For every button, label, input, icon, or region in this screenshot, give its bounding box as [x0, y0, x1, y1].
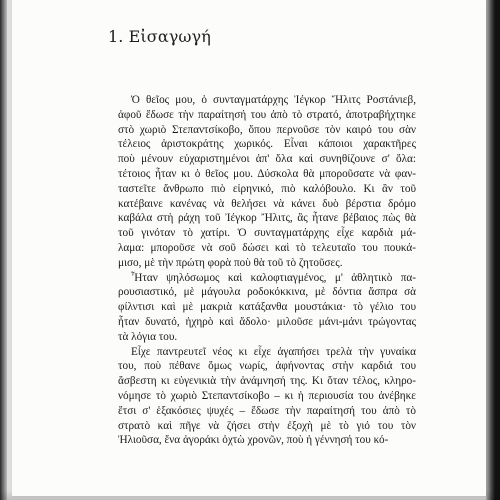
paragraph-2	[118, 271, 416, 345]
text-line: τοῦ γινόταν τὸ χατίρι. Ὁ συνταγματάρχης εἶχε καρδιὰ μά-	[118, 227, 416, 240]
text-line: φίλντισι καὶ μὲ μακριὰ κατάξανθα μουστάκια· τὸ γέλιο του	[118, 301, 416, 314]
text-line: μισο, μὲ τὴν πρώτη φορὰ ποὺ θὰ τοῦ τὸ ζητοῦσες.	[118, 256, 343, 269]
text-line: ἄσβεστη κι εὐγενικιὰ τὴν ἀνάμνησή της. Κι ὅταν τέλος, κληρο-	[118, 375, 416, 388]
left-scan-edge	[0, 0, 7, 500]
book-page	[12, 0, 486, 496]
paragraph-1	[118, 93, 416, 271]
chapter-title: 1. Εἰσαγωγή	[108, 27, 211, 46]
text-line: ἀφοῦ ἔδωσε τὴν παραίτησή του ἀπὸ τὸ στρατό, ἀποτραβήχτηκε	[118, 108, 416, 121]
text-line: ἔτσι σ' ἑξακόσιες ψυχές – ἔδωσε τὴν παραίτησή του ἀπὸ τὸ	[118, 404, 416, 417]
paragraph-3	[118, 345, 416, 449]
body-text	[118, 93, 416, 448]
right-book-edge-shadow	[486, 0, 500, 500]
text-line: λαμα: μποροῦσε νὰ σοῦ δώσει καὶ τὸ τελευταῖο του πουκά-	[118, 241, 416, 254]
text-line: Ὁ θεῖος μου, ὁ συνταγματάρχης Ἰέγκορ Ἤλιτς Ροστάνιεβ,	[131, 94, 416, 106]
text-line: Ἦταν ψηλόσωμος καὶ καλοφτιαγμένος, μ' ἀθλητικὸ πα-	[131, 271, 416, 284]
text-line: στὸ χωριὸ Στεπαντσίκοβο, ὅπου περνοῦσε τὸν καιρό του σὰν	[118, 123, 416, 136]
text-line: ταστεῖτε ἄνθρωπο πιὸ εἰρηνικό, πιὸ καλόβουλο. Κι ἂν τοῦ	[118, 182, 416, 195]
text-line: Ἠλιοῦσα, ἕνα ἀγοράκι ὀχτὼ χρονῶν, ποὺ ἡ γέννησή του κό-	[118, 434, 389, 447]
text-line: ρουσιαστικό, μὲ μάγουλα ροδοκόκκινα, μὲ δόντια ἄσπρα σὰ	[118, 286, 416, 299]
text-line: κατέβαινε κανένας νὰ θελήσει νὰ κάνει δυὸ βέρστια δρόμο	[118, 197, 416, 210]
text-line: καβάλα στὴ ράχη τοῦ Ἰέγκορ Ἤλιτς, ἂς ἦτανε βέβαιος πὼς θὰ	[118, 212, 416, 225]
text-line: του, ποὺ πέθανε ὅμως νωρίς, ἀφήνοντας στὴν καρδιά του	[118, 360, 416, 373]
text-line: νόμησε τὸ χωριὸ Στεπαντσίκοβο – κι ἡ περιουσία του ἀνέβηκε	[118, 389, 416, 402]
text-line: ἦταν δυνατό, ἠχηρὸ καὶ ἄδολο· μιλοῦσε μάνι-μάνι τρώγοντας	[118, 315, 416, 328]
text-line: τέλειος ἀριστοκράτης χωρικός. Εἶναι κάποιοι χαρακτῆρες	[118, 138, 416, 151]
text-line: τὰ λόγια του.	[118, 330, 178, 343]
text-line: στρατὸ καὶ πῆγε νὰ ζήσει στὴν ἐξοχὴ μὲ τὸ γιό του τὸν	[118, 419, 416, 432]
text-line: τέτοιος ἦταν κι ὁ θεῖος μου. Δύσκολα θὰ μποροῦσατε νὰ φαν-	[118, 167, 416, 180]
text-line: Εἶχε παντρευτεῖ νέος κι εἶχε ἀγαπήσει τρελὰ τὴν γυναίκα	[131, 345, 416, 358]
text-line: ποὺ μένουν εὐχαριστημένοι ἀπ' ὅλα καὶ συνηθίζουνε σ' ὅλα:	[118, 153, 416, 166]
